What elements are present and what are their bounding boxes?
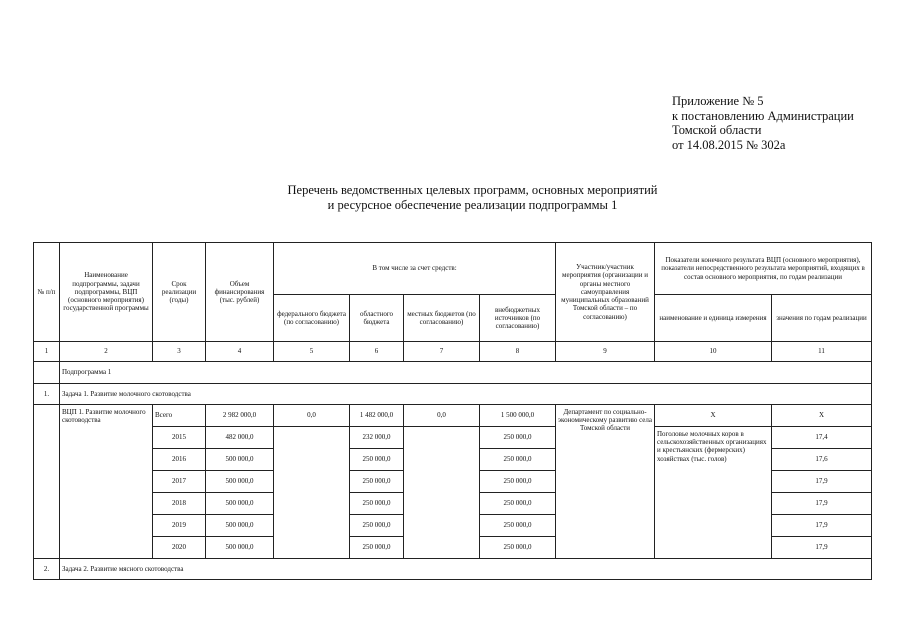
task-label: Задача 1. Развитие молочного скотоводства bbox=[60, 384, 872, 405]
program-table bbox=[33, 242, 872, 580]
annex-line: Приложение № 5 bbox=[672, 94, 764, 108]
row-term: 2018 bbox=[153, 493, 206, 515]
row-term: Всего bbox=[153, 405, 206, 427]
row-regional: 250 000,0 bbox=[350, 515, 404, 537]
row-extra: 250 000,0 bbox=[480, 493, 556, 515]
document-title bbox=[200, 183, 745, 212]
row-ind-value: 17,9 bbox=[772, 471, 872, 493]
row-regional: 250 000,0 bbox=[350, 471, 404, 493]
row-ind-value: 17,6 bbox=[772, 449, 872, 471]
col-number: 1 bbox=[34, 342, 60, 362]
row-local bbox=[404, 537, 480, 559]
header-extra: внебюджетных источников (по согласованию) bbox=[480, 295, 556, 342]
row-local: 0,0 bbox=[404, 405, 480, 427]
vcp-participant: Департамент по социально-экономическому развитию села Томской области bbox=[556, 405, 655, 559]
header-sources: В том числе за счет средств: bbox=[274, 243, 556, 295]
row-term: 2020 bbox=[153, 537, 206, 559]
row-ind-value: 17,4 bbox=[772, 427, 872, 449]
row-volume: 500 000,0 bbox=[206, 493, 274, 515]
row-federal bbox=[274, 537, 350, 559]
title-line: и ресурсное обеспечение реализации подпрограммы 1 bbox=[327, 197, 618, 212]
row-term: 2016 bbox=[153, 449, 206, 471]
col-number: 7 bbox=[404, 342, 480, 362]
row-ind-value: 17,9 bbox=[772, 515, 872, 537]
task-number: 1. bbox=[34, 384, 60, 405]
row-regional: 250 000,0 bbox=[350, 537, 404, 559]
row-volume: 482 000,0 bbox=[206, 427, 274, 449]
row-federal bbox=[274, 449, 350, 471]
header-federal: федерального бюджета (по согласованию) bbox=[274, 295, 350, 342]
row-regional: 232 000,0 bbox=[350, 427, 404, 449]
col-number: 3 bbox=[153, 342, 206, 362]
col-number: 4 bbox=[206, 342, 274, 362]
col-number: 11 bbox=[772, 342, 872, 362]
row-federal: 0,0 bbox=[274, 405, 350, 427]
annex-block bbox=[672, 94, 854, 152]
row-extra: 250 000,0 bbox=[480, 449, 556, 471]
row-regional: 1 482 000,0 bbox=[350, 405, 404, 427]
row-local bbox=[404, 427, 480, 449]
header-term: Срок реализации (годы) bbox=[153, 243, 206, 342]
row-ind-value: 17,9 bbox=[772, 537, 872, 559]
row-local bbox=[404, 493, 480, 515]
row-local bbox=[404, 515, 480, 537]
col-number: 10 bbox=[655, 342, 772, 362]
empty-cell bbox=[34, 405, 60, 559]
row-ind-value: Х bbox=[772, 405, 872, 427]
col-number: 6 bbox=[350, 342, 404, 362]
header-ind-values: значения по годам реализации bbox=[772, 295, 872, 342]
row-extra: 250 000,0 bbox=[480, 427, 556, 449]
row-term: 2017 bbox=[153, 471, 206, 493]
row-local bbox=[404, 471, 480, 493]
title-line: Перечень ведомственных целевых программ, основных мероприятий bbox=[287, 183, 658, 197]
row-extra: 250 000,0 bbox=[480, 471, 556, 493]
row-regional: 250 000,0 bbox=[350, 449, 404, 471]
row-ind-name: Х bbox=[655, 405, 772, 427]
row-volume: 500 000,0 bbox=[206, 515, 274, 537]
row-federal bbox=[274, 471, 350, 493]
header-regional: областного бюджета bbox=[350, 295, 404, 342]
row-ind-value: 17,9 bbox=[772, 493, 872, 515]
row-term: 2019 bbox=[153, 515, 206, 537]
row-volume: 500 000,0 bbox=[206, 471, 274, 493]
header-indicators: Показатели конечного результата ВЦП (основного мероприятия), показатели непосредственного результата мероприятий, входящих в состав основного мероприятия, по годам реализации bbox=[655, 243, 872, 295]
vcp-indicator: Поголовье молочных коров в сельскохозяйственных организациях и крестьянских (фермерских) хозяйствах (тыс. голов) bbox=[655, 427, 772, 559]
subprogram-label: Подпрограмма 1 bbox=[60, 362, 872, 384]
row-term: 2015 bbox=[153, 427, 206, 449]
header-ind-name: наименование и единица измерения bbox=[655, 295, 772, 342]
header-num: № п/п bbox=[34, 243, 60, 342]
header-local: местных бюджетов (по согласованию) bbox=[404, 295, 480, 342]
annex-line: Томской области bbox=[672, 123, 762, 137]
col-number: 9 bbox=[556, 342, 655, 362]
col-number: 5 bbox=[274, 342, 350, 362]
row-extra: 250 000,0 bbox=[480, 537, 556, 559]
row-regional: 250 000,0 bbox=[350, 493, 404, 515]
row-volume: 500 000,0 bbox=[206, 449, 274, 471]
task-label: Задача 2. Развитие мясного скотоводства bbox=[60, 559, 872, 580]
row-federal bbox=[274, 427, 350, 449]
annex-line: к постановлению Администрации bbox=[672, 108, 854, 123]
row-federal bbox=[274, 515, 350, 537]
header-participant: Участник/участник мероприятия (организации и органы местного самоуправления муниципальных образований Томской области – по согласованию) bbox=[556, 243, 655, 342]
header-volume: Объем финансирования (тыс. рублей) bbox=[206, 243, 274, 342]
row-extra: 1 500 000,0 bbox=[480, 405, 556, 427]
task-number: 2. bbox=[34, 559, 60, 580]
header-name: Наименование подпрограммы, задачи подпрограммы, ВЦП (основного мероприятия) государственной программы bbox=[60, 243, 153, 342]
row-volume: 2 982 000,0 bbox=[206, 405, 274, 427]
row-volume: 500 000,0 bbox=[206, 537, 274, 559]
col-number: 2 bbox=[60, 342, 153, 362]
empty-cell bbox=[34, 362, 60, 384]
row-federal bbox=[274, 493, 350, 515]
vcp-name: ВЦП 1. Развитие молочного скотоводства bbox=[60, 405, 153, 559]
row-local bbox=[404, 449, 480, 471]
annex-line: от 14.08.2015 № 302а bbox=[672, 137, 786, 152]
row-extra: 250 000,0 bbox=[480, 515, 556, 537]
col-number: 8 bbox=[480, 342, 556, 362]
